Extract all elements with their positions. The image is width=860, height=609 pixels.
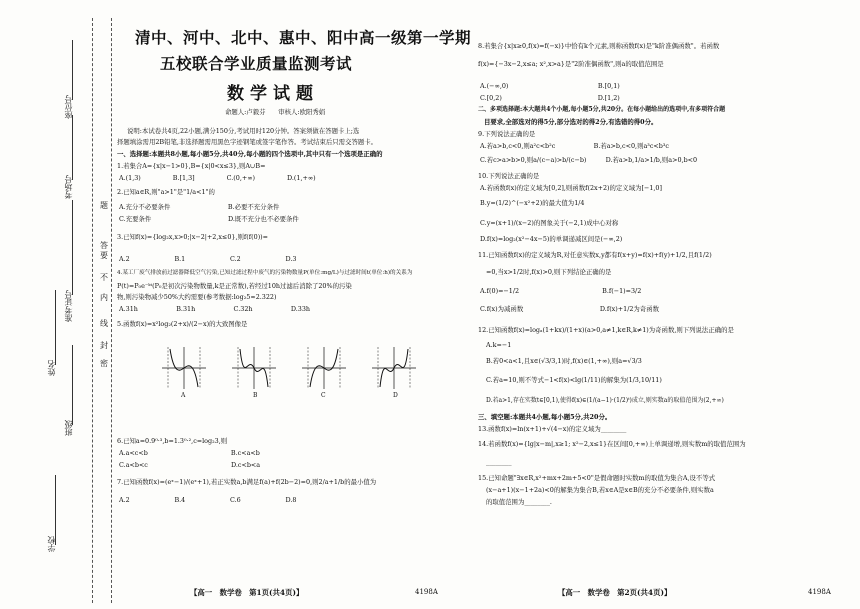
graph-option-b — [230, 345, 278, 391]
question-line: 11.已知函数f(x)的定义域为R,对任意实数x,y都有f(x+y)=f(x)+f(y)+1/2,且f(1/2) — [478, 251, 712, 259]
seal-char: 线 — [100, 319, 108, 328]
option-line: C.[0,2) D.[1,2) — [480, 94, 620, 102]
option-line: D.若a>1,存在实数t∈[0,1),使得f(x)∈(1/(a−1)·(1/2)ᵗ)成立,则实数a的取值范围为(2,+∞) — [486, 397, 724, 404]
question-line: 8.若集合{x|x≥0,f(x)=f(−x)}中恰有k个元素,则称函数f(x)是"k阶准偶函数"。若函数 — [478, 42, 720, 50]
field-seat: 座位号 — [64, 95, 73, 119]
question-line: (x−a+1)(x−1+2a)<0的解集为集合B,若x∈A是x∈B的充分不必要条件,则实数a — [486, 486, 714, 494]
exam-title-line2: 五校联合学业质量监测考试 — [160, 54, 353, 73]
option-line: A.k=−1 — [486, 341, 512, 349]
option-line: A.2 B.1 C.2 D.3 — [119, 255, 297, 263]
option-line: C.若a=10,则不等式−1<f(x)<lg(1/11)的解集为(1/3,10/11) — [486, 376, 662, 384]
paper-code: 4198A — [415, 588, 438, 596]
seal-char: 不 — [100, 273, 108, 282]
graph-label-d: D — [393, 392, 398, 399]
left-page — [115, 0, 472, 609]
page-footer: 【高一 数学卷 第1页(共4页)】 — [190, 588, 304, 597]
answer-blank: ________ — [486, 458, 512, 466]
field-exam-no-line — [72, 200, 73, 295]
option-line: B.若0<a<1,且x∈(√3/3,1)时,f(x)∈(1,+∞),则a=√3/3 — [486, 357, 642, 365]
paper-code: 4198A — [808, 588, 831, 596]
graph-option-d — [370, 345, 418, 391]
option-line: C.若c>a>b>0,则a/(c−a)>b/(c−b) D.若a>b,1/a>1/b,则a>0,b<0 — [480, 156, 698, 164]
question-line: 12.已知函数f(x)=logₐ(1+kx)/(1+x)(a>0,a≠1,k∈R,k≠1)为奇函数,则下列说法正确的是 — [478, 326, 734, 334]
question-line: 2.已知a∈R,则"a>1"是"1/a<1"的 — [117, 188, 215, 196]
right-page — [478, 0, 850, 609]
question-line: 6.已知a=0.9⁰·³,b=1.3⁰·²,c=log₂3,则 — [117, 437, 228, 445]
question-line: 15.已知命题"∃x∈R,x²+mx+2m+5<0"是假命题时实数m的取值为集合A,设不等式 — [478, 474, 716, 482]
question-line: 说明:本试卷共4页,22小题,满分150分,考试用时120分钟。答案须做在答题卡上;选 — [127, 127, 360, 135]
question-line: 物,则污染物减少50%大约需要(参考数据:log₂5≈2.322) — [117, 293, 277, 301]
field-school: 学校 — [47, 536, 56, 552]
field-class-line — [72, 345, 73, 425]
option-line: A.若a>b,c<0,则a²c<b²c B.若a>b,c<0,则a³c<b³c — [480, 142, 669, 150]
seal-char: 密 — [100, 359, 108, 368]
seal-char: 封 — [100, 341, 108, 350]
question-line: 5.函数f(x)=x²log₂(2+x)/(2−x)的大致图像是 — [117, 320, 248, 328]
option-line: A.2 B.4 C.6 D.8 — [119, 496, 297, 504]
option-line: A.(1,3) B.[1,3] C.(0,+∞) D.(1,+∞) — [119, 174, 316, 182]
graph-label-c: C — [321, 392, 326, 399]
field-exam-no: 准考证号 — [64, 290, 73, 322]
question-line: =0,当x>1/2时,f(x)>0,则下列结论正确的是 — [486, 268, 612, 276]
field-room: 考场号 — [64, 175, 73, 199]
field-name: 姓名 — [47, 360, 56, 376]
question-line: f(x)={−3x−2,x≤a; x²,x>a}是"2阶准偶函数",则a的取值范围是 — [478, 60, 664, 68]
field-room-line — [72, 115, 73, 180]
seal-line-outer — [92, 18, 93, 603]
question-line: 1.若集合A={x|x−1>0},B={x|0<x≤3},则A∪B= — [117, 162, 266, 170]
section-heading: 目要求,全部选对的得5分,部分选对的得2分,有选错的得0分。 — [484, 118, 658, 126]
graph-option-c — [300, 345, 348, 391]
option-line: C.充要条件 D.既不充分也不必要条件 — [119, 215, 299, 223]
graph-label-b: B — [253, 392, 258, 399]
option-line: A.若函数f(x)的定义域为[0,2],则函数f(2x+2)的定义域为[−1,0] — [480, 184, 662, 192]
option-line: A.31h B.31h C.32h D.33h — [119, 305, 311, 313]
field-name-line — [55, 290, 56, 365]
option-line: A.(−∞,0) B.[0,1) — [480, 82, 620, 90]
seal-char: 内 — [100, 293, 108, 302]
seal-char: 要 — [100, 251, 108, 260]
option-line: C.y=(x+1)/(x−2)的图象关于(−2,1)成中心对称 — [480, 219, 619, 227]
question-line: 7.已知函数f(x)=(eˣ−1)/(eˣ+1),若正实数a,b满足f(a)+f(2b−2)=0,则2/a+1/b的最小值为 — [117, 478, 377, 486]
graph-label-a: A — [181, 392, 186, 399]
option-line: A.f(0)=−1/2 B.f(−1)=3/2 — [480, 287, 642, 295]
section-heading: 一、选择题:本题共8小题,每小题5分,共40分,每小题的四个选项中,其中只有一个选项是正确的 — [117, 150, 383, 158]
field-school-line — [55, 475, 56, 545]
option-line: B.y=(1/2)^(−x²+2)的最大值为1/4 — [480, 199, 585, 207]
section-heading: 三、填空题:本题共4小题,每小题5分,共20分。 — [478, 413, 612, 421]
exam-authors: 命题人:卢毅芬 审核人:欧阳秀娟 — [225, 108, 326, 116]
option-line: C.a<b<c D.c<b<a — [119, 461, 261, 469]
question-line: 9.下列说法正确的是 — [478, 130, 536, 138]
option-line: A.充分不必要条件 B.必要不充分条件 — [119, 203, 280, 211]
question-line: 4.某工厂废气排放前过滤器降低空气污染,已知过滤过程中废气的污染物数量P(单位:mg/L)与过滤时间t(单位:h)的关系为 — [117, 270, 413, 276]
graph-option-a — [160, 345, 208, 391]
binding-strip — [0, 0, 112, 609]
option-line: C.f(x)为减函数 D.f(x)+1/2为奇函数 — [480, 305, 659, 313]
field-seat-line — [72, 40, 73, 100]
seal-line-inner — [111, 18, 112, 603]
exam-title-line1: 清中、河中、北中、惠中、阳中高一级第一学期 — [135, 28, 472, 47]
question-line: P(t)=P₀e⁻ᵏᵗ(P₀是初次污染物数量,k是正常数),若经过10h过滤后消除了20%的污染 — [117, 282, 352, 290]
question-line: 14.若函数f(x)={lg|x−m|,x≥1; x²−2,x≤1}在区间[0,+∞)上单调递增,则实数m的取值范围为 — [478, 440, 746, 448]
question-line: 3.已知f(x)={log₂x,x>0;|x−2|+2,x≤0},则f(f(0))= — [117, 233, 269, 241]
question-line: 13.函数f(x)=ln(x+1)+√(4−x)的定义域为________ — [478, 425, 627, 433]
exam-subject-title: 数学试题 — [227, 84, 319, 104]
question-line: 择题填涂需用2B铅笔,非选择题需用黑色字迹钢笔或签字笔作答。考试结束后只需交答题卡。 — [117, 138, 378, 146]
question-line: 的取值范围为________. — [486, 498, 552, 506]
question-line: 10.下列说法正确的是 — [478, 172, 540, 180]
field-class: 班级 — [64, 420, 73, 436]
seal-char: 题 — [100, 201, 108, 210]
option-line: A.a<c<b B.c<a<b — [119, 449, 260, 457]
seal-char: 答 — [100, 241, 108, 250]
section-heading: 二、多项选择题:本大题共4个小题,每小题5分,共20分。在每小题给出的选项中,有多项符合题 — [478, 106, 726, 113]
page-footer: 【高一 数学卷 第2页(共4页)】 — [558, 588, 672, 597]
option-line: D.f(x)=log₂(x²−4x−5)的单调递减区间是(−∞,2) — [480, 235, 623, 243]
